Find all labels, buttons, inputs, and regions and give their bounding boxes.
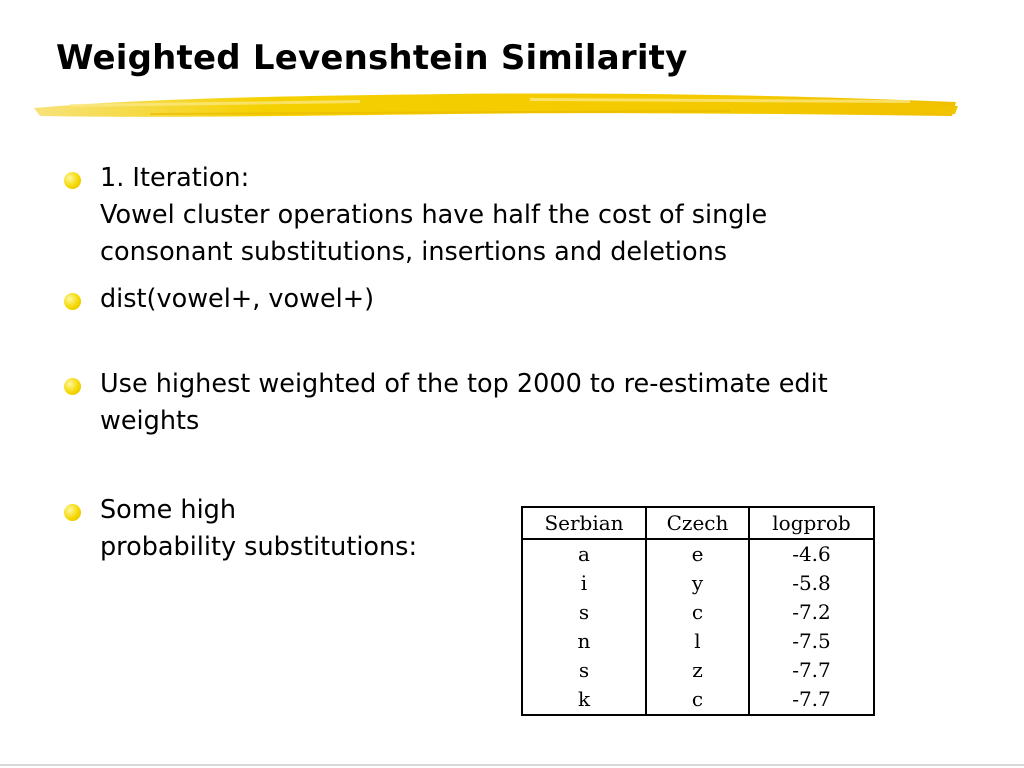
logprob-cell: -5.8 <box>749 569 874 598</box>
table-row <box>522 685 874 715</box>
slide-title: Weighted Levenshtein Similarity <box>56 38 688 78</box>
bullet-text: weights <box>100 406 200 436</box>
table-row <box>522 656 874 685</box>
bullet-text: Some high <box>100 495 237 525</box>
table-row <box>522 569 874 598</box>
bullet-text: Vowel cluster operations have half the cost of single <box>100 200 768 230</box>
czech-cell: c <box>646 685 749 715</box>
serbian-cell: s <box>578 600 590 624</box>
table-row <box>522 539 874 569</box>
serbian-cell: a <box>578 542 590 566</box>
table-row <box>522 598 874 627</box>
table-header-row <box>522 507 874 539</box>
bullet-text: consonant substitutions, insertions and deletions <box>100 237 728 267</box>
serbian-cell: n <box>577 629 591 653</box>
logprob-cell: -4.6 <box>749 539 874 569</box>
bullet-dot-icon <box>64 504 81 521</box>
serbian-cell: k <box>577 687 591 711</box>
bullet-dot-icon <box>64 293 81 310</box>
bullet-item-iteration <box>60 160 920 271</box>
substitution-table <box>521 506 875 716</box>
czech-cell: e <box>646 539 749 569</box>
serbian-cell: i <box>580 571 588 595</box>
czech-cell: y <box>646 569 749 598</box>
column-header-logprob: logprob <box>749 507 874 539</box>
logprob-cell: -7.5 <box>749 627 874 656</box>
bullet-text: 1. Iteration: <box>100 163 250 193</box>
czech-cell: l <box>646 627 749 656</box>
bullet-item-reestimate <box>60 366 920 440</box>
bullet-item-dist <box>60 281 920 318</box>
czech-cell: c <box>646 598 749 627</box>
czech-cell: z <box>646 656 749 685</box>
logprob-cell: -7.7 <box>749 656 874 685</box>
column-header-czech: Czech <box>646 507 749 539</box>
title-underline-brushstroke <box>30 86 960 128</box>
bullet-dot-icon <box>64 172 81 189</box>
bullet-text: probability substitutions: <box>100 532 418 562</box>
logprob-cell: -7.7 <box>749 685 874 715</box>
bullet-text: dist(vowel+, vowel+) <box>100 284 375 314</box>
bullet-text: Use highest weighted of the top 2000 to re-estimate edit <box>100 369 828 399</box>
table-row <box>522 627 874 656</box>
footer-divider <box>0 764 1024 766</box>
logprob-cell: -7.2 <box>749 598 874 627</box>
bullet-dot-icon <box>64 378 81 395</box>
serbian-cell: s <box>578 658 590 682</box>
column-header-serbian: Serbian <box>522 507 646 539</box>
